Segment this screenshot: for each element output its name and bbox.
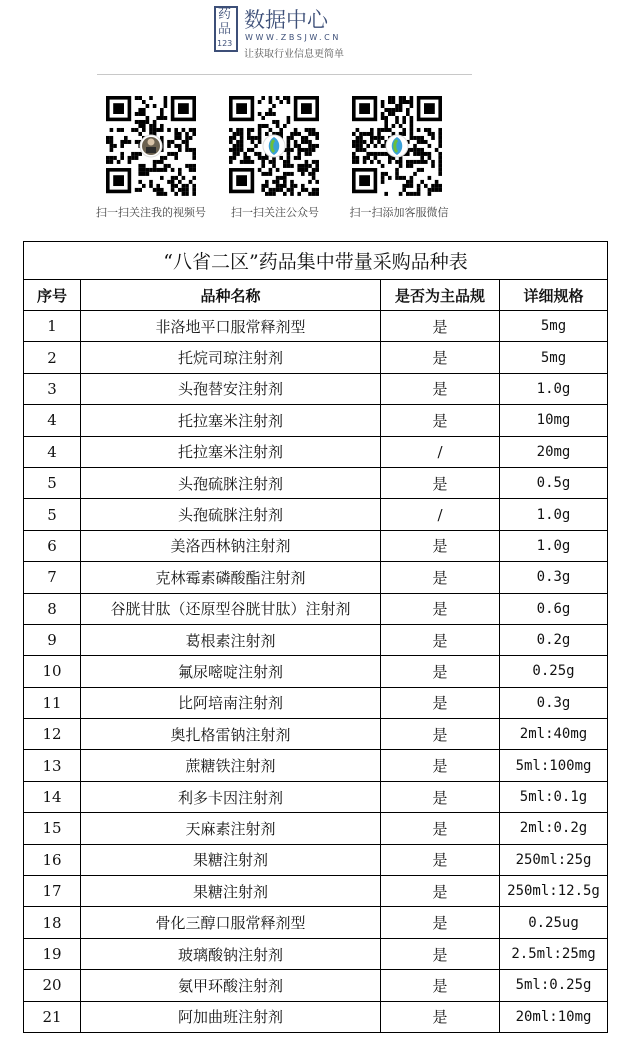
table-row: [24, 499, 608, 530]
row-drug-name: 托拉塞米注射剂: [81, 405, 381, 436]
row-index: 2: [24, 342, 81, 373]
table-row: [24, 970, 608, 1001]
col-header-name: 品种名称: [81, 280, 381, 311]
table-row: [24, 436, 608, 467]
row-drug-name: 托拉塞米注射剂: [81, 436, 381, 467]
row-primary-flag: 是: [381, 311, 500, 342]
row-index: 17: [24, 876, 81, 907]
row-spec: 5ml:0.25g: [500, 970, 608, 1001]
logo-mark-icon: 药 品 123: [214, 6, 238, 52]
row-index: 11: [24, 687, 81, 718]
table-row: [24, 373, 608, 404]
row-index: 18: [24, 907, 81, 938]
col-header-primary-spec: 是否为主品规: [381, 280, 500, 311]
row-spec: 0.3g: [500, 562, 608, 593]
table-row: [24, 907, 608, 938]
row-primary-flag: 是: [381, 687, 500, 718]
col-header-index: 序号: [24, 280, 81, 311]
row-primary-flag: 是: [381, 562, 500, 593]
row-drug-name: 头孢硫脒注射剂: [81, 467, 381, 498]
row-index: 20: [24, 970, 81, 1001]
row-index: 15: [24, 813, 81, 844]
row-drug-name: 奥扎格雷钠注射剂: [81, 719, 381, 750]
qr-label-account: 扫一扫关注公众号: [231, 206, 319, 219]
header-divider: [97, 74, 472, 75]
qr-video-icon: [106, 96, 196, 196]
table-row: [24, 342, 608, 373]
qr-label-video: 扫一扫关注我的视频号: [96, 206, 206, 219]
qr-code-official-account[interactable]: [229, 96, 319, 196]
table-row: [24, 593, 608, 624]
table-row: [24, 813, 608, 844]
row-drug-name: 骨化三醇口服常释剂型: [81, 907, 381, 938]
row-spec: 0.6g: [500, 593, 608, 624]
row-index: 5: [24, 467, 81, 498]
row-spec: 0.25ug: [500, 907, 608, 938]
brand-logo: [214, 4, 414, 60]
table-row: [24, 719, 608, 750]
row-index: 16: [24, 844, 81, 875]
row-index: 3: [24, 373, 81, 404]
row-drug-name: 美洛西林钠注射剂: [81, 530, 381, 561]
row-primary-flag: 是: [381, 467, 500, 498]
row-spec: 250ml:25g: [500, 844, 608, 875]
row-drug-name: 果糖注射剂: [81, 876, 381, 907]
row-primary-flag: 是: [381, 876, 500, 907]
row-drug-name: 头孢硫脒注射剂: [81, 499, 381, 530]
row-primary-flag: 是: [381, 813, 500, 844]
row-drug-name: 头孢替安注射剂: [81, 373, 381, 404]
table-row: [24, 311, 608, 342]
row-primary-flag: 是: [381, 719, 500, 750]
row-index: 21: [24, 1001, 81, 1032]
table-row: [24, 405, 608, 436]
row-index: 19: [24, 938, 81, 969]
row-index: 13: [24, 750, 81, 781]
row-spec: 10mg: [500, 405, 608, 436]
table-row: [24, 781, 608, 812]
row-drug-name: 比阿培南注射剂: [81, 687, 381, 718]
row-index: 4: [24, 436, 81, 467]
row-primary-flag: 是: [381, 656, 500, 687]
table-row: [24, 467, 608, 498]
row-index: 9: [24, 624, 81, 655]
qr-code-customer-service[interactable]: [352, 96, 442, 196]
table-row: [24, 844, 608, 875]
table-row: [24, 624, 608, 655]
row-spec: 1.0g: [500, 499, 608, 530]
brand-url: WWW.ZBSJW.CN: [245, 33, 341, 42]
row-spec: 5ml:0.1g: [500, 781, 608, 812]
table-row: [24, 1001, 608, 1032]
row-index: 4: [24, 405, 81, 436]
qr-wechat-icon: [352, 96, 442, 196]
row-drug-name: 谷胱甘肽（还原型谷胱甘肽）注射剂: [81, 593, 381, 624]
row-index: 7: [24, 562, 81, 593]
table-row: [24, 562, 608, 593]
row-primary-flag: 是: [381, 970, 500, 1001]
row-spec: 2.5ml:25mg: [500, 938, 608, 969]
row-primary-flag: /: [381, 499, 500, 530]
row-primary-flag: 是: [381, 530, 500, 561]
table-row: [24, 656, 608, 687]
row-spec: 2ml:40mg: [500, 719, 608, 750]
row-primary-flag: 是: [381, 844, 500, 875]
row-primary-flag: /: [381, 436, 500, 467]
row-drug-name: 氟尿嘧啶注射剂: [81, 656, 381, 687]
row-primary-flag: 是: [381, 1001, 500, 1032]
row-drug-name: 利多卡因注射剂: [81, 781, 381, 812]
row-drug-name: 天麻素注射剂: [81, 813, 381, 844]
row-spec: 5mg: [500, 311, 608, 342]
row-drug-name: 氨甲环酸注射剂: [81, 970, 381, 1001]
row-primary-flag: 是: [381, 750, 500, 781]
row-spec: 1.0g: [500, 530, 608, 561]
row-index: 1: [24, 311, 81, 342]
row-drug-name: 托烷司琼注射剂: [81, 342, 381, 373]
row-spec: 250ml:12.5g: [500, 876, 608, 907]
qr-label-service: 扫一扫添加客服微信: [349, 206, 449, 219]
table-row: [24, 530, 608, 561]
row-primary-flag: 是: [381, 593, 500, 624]
row-index: 8: [24, 593, 81, 624]
row-index: 12: [24, 719, 81, 750]
row-drug-name: 非洛地平口服常释剂型: [81, 311, 381, 342]
row-drug-name: 葛根素注射剂: [81, 624, 381, 655]
table-title: “八省二区”药品集中带量采购品种表: [24, 242, 608, 280]
row-primary-flag: 是: [381, 624, 500, 655]
row-drug-name: 蔗糖铁注射剂: [81, 750, 381, 781]
row-index: 5: [24, 499, 81, 530]
row-spec: 0.3g: [500, 687, 608, 718]
table-row: [24, 876, 608, 907]
qr-wechat-icon: [229, 96, 319, 196]
row-primary-flag: 是: [381, 405, 500, 436]
row-spec: 1.0g: [500, 373, 608, 404]
table-row: [24, 687, 608, 718]
qr-code-video-channel[interactable]: [106, 96, 196, 196]
row-index: 14: [24, 781, 81, 812]
row-drug-name: 阿加曲班注射剂: [81, 1001, 381, 1032]
brand-tagline: 让获取行业信息更简单: [244, 49, 344, 60]
row-primary-flag: 是: [381, 373, 500, 404]
row-primary-flag: 是: [381, 342, 500, 373]
brand-title: 数据中心: [244, 8, 328, 32]
row-spec: 20mg: [500, 436, 608, 467]
row-spec: 0.2g: [500, 624, 608, 655]
row-drug-name: 克林霉素磷酸酯注射剂: [81, 562, 381, 593]
table-row: [24, 750, 608, 781]
drug-procurement-table: [23, 241, 607, 1033]
row-primary-flag: 是: [381, 938, 500, 969]
table-row: [24, 938, 608, 969]
row-primary-flag: 是: [381, 907, 500, 938]
row-spec: 5ml:100mg: [500, 750, 608, 781]
row-spec: 5mg: [500, 342, 608, 373]
col-header-detail-spec: 详细规格: [500, 280, 608, 311]
row-drug-name: 玻璃酸钠注射剂: [81, 938, 381, 969]
row-drug-name: 果糖注射剂: [81, 844, 381, 875]
row-spec: 2ml:0.2g: [500, 813, 608, 844]
row-primary-flag: 是: [381, 781, 500, 812]
row-index: 6: [24, 530, 81, 561]
row-index: 10: [24, 656, 81, 687]
row-spec: 0.25g: [500, 656, 608, 687]
row-spec: 20ml:10mg: [500, 1001, 608, 1032]
row-spec: 0.5g: [500, 467, 608, 498]
